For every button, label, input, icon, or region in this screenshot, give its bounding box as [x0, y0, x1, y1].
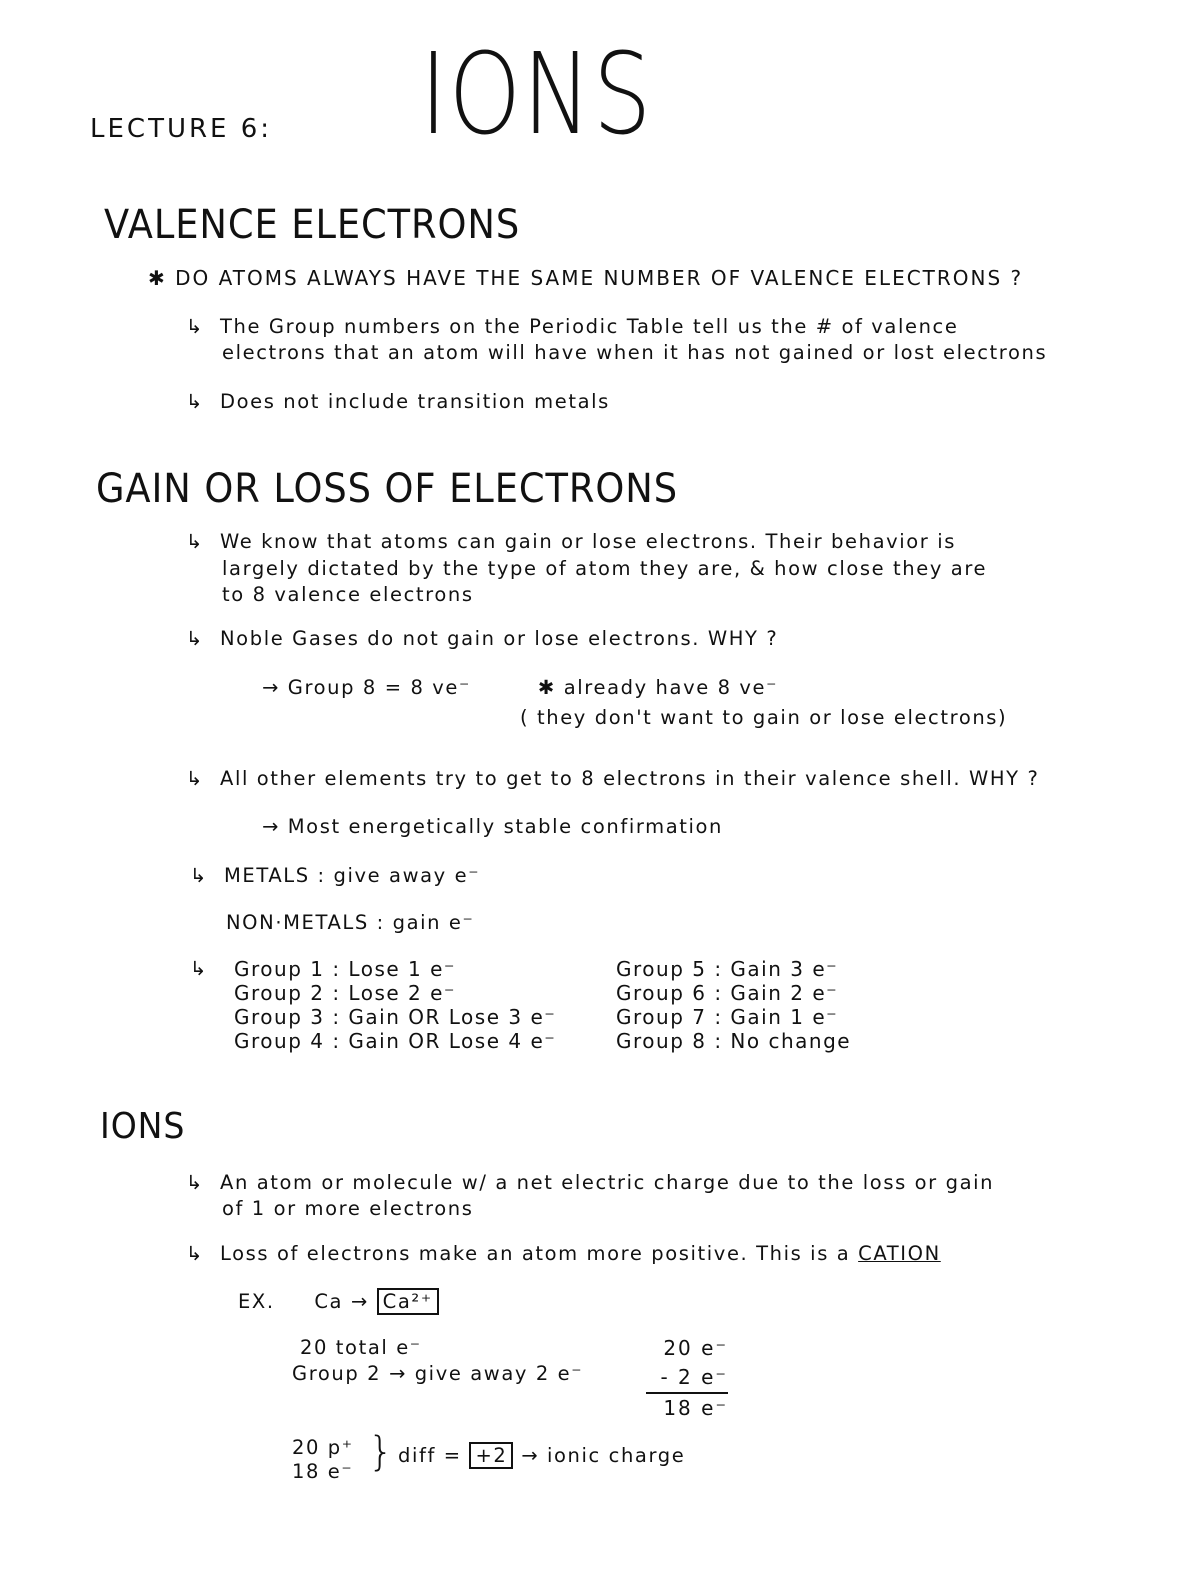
list-item: Group 7 : Gain 1 e⁻ — [616, 1005, 839, 1029]
gain-loss-bullet-1-cont2: to 8 valence electrons — [222, 583, 474, 606]
section-heading-valence: VALENCE ELECTRONS — [104, 202, 521, 248]
bullet-arrow-icon: ↳ — [186, 1242, 204, 1265]
stable-sub: → Most energetically stable confirmation — [262, 815, 724, 838]
example-label: EX. — [238, 1290, 275, 1313]
metals-line: ↳ METALS : give away e⁻ — [190, 864, 481, 887]
group-2-line: Group 2 → give away 2 e⁻ — [292, 1362, 584, 1385]
section-heading-ions: IONS — [100, 1106, 186, 1147]
gain-loss-bullet-3: ↳ All other elements try to get to 8 electrons in their valence shell. WHY ? — [186, 767, 1040, 790]
cation-term: CATION — [858, 1242, 941, 1265]
bullet-arrow-icon: ↳ — [186, 1171, 204, 1194]
noble-gas-sub: → Group 8 = 8 ve⁻ — [262, 676, 471, 699]
calc-top: 20 e⁻ — [663, 1336, 728, 1360]
ions-bullet-2: ↳ Loss of electrons make an atom more positive. This is a CATION — [186, 1242, 941, 1265]
valence-bullet-2: ↳ Does not include transition metals — [186, 390, 610, 413]
list-item: Group 3 : Gain OR Lose 3 e⁻ — [234, 1005, 557, 1029]
gain-loss-bullet-1-cont: largely dictated by the type of atom they are, & how close they are — [222, 557, 988, 580]
ions-bullet-1: ↳ An atom or molecule w/ a net electric charge due to the loss or gain — [186, 1171, 995, 1194]
groups-right-list — [616, 957, 851, 1053]
list-item: Group 5 : Gain 3 e⁻ — [616, 957, 839, 981]
valence-question: ✱ DO ATOMS ALWAYS HAVE THE SAME NUMBER OF VALENCE ELECTRONS ? — [148, 266, 1024, 290]
ions-bullet-1-cont: of 1 or more electrons — [222, 1197, 474, 1220]
brace-icon: } — [368, 1429, 394, 1475]
valence-bullet-1: ↳ The Group numbers on the Periodic Table tell us the # of valence — [186, 315, 959, 338]
calc-result: 18 e⁻ — [663, 1396, 728, 1420]
calc-subtract: - 2 e⁻ — [646, 1363, 728, 1394]
diff-label: diff = — [398, 1444, 462, 1467]
bullet-arrow-icon: ↳ — [186, 767, 204, 790]
valence-bullet-1-cont: electrons that an atom will have when it has not gained or lost electrons — [222, 341, 1048, 364]
groups-left-list — [234, 957, 556, 1053]
list-item: Group 6 : Gain 2 e⁻ — [616, 981, 839, 1005]
bullet-arrow-icon: ↳ — [186, 530, 204, 553]
nonmetals-line: NON·METALS : gain e⁻ — [226, 911, 475, 934]
bullet-arrow-icon: ↳ — [186, 627, 204, 650]
electron-calculation — [646, 1334, 728, 1423]
list-item: Group 8 : No change — [616, 1029, 852, 1053]
gain-loss-bullet-1: ↳ We know that atoms can gain or lose electrons. Their behavior is — [186, 530, 956, 553]
ionic-charge-label: → ionic charge — [521, 1444, 686, 1467]
diff-line — [398, 1444, 685, 1467]
proton-electron-stack — [292, 1436, 354, 1484]
list-item: Group 2 : Lose 2 e⁻ — [234, 981, 456, 1005]
electron-count: 18 e⁻ — [292, 1460, 354, 1483]
page-title: IONS — [420, 30, 653, 160]
groups-bullet — [190, 957, 224, 980]
example-reactant: Ca — [314, 1290, 344, 1313]
list-item: Group 4 : Gain OR Lose 4 e⁻ — [234, 1029, 557, 1053]
bullet-arrow-icon: ↳ — [190, 957, 208, 980]
lecture-label: LECTURE 6: — [90, 114, 273, 144]
example-equation — [238, 1290, 439, 1313]
reaction-arrow-icon: → — [350, 1290, 369, 1313]
list-item: Group 1 : Lose 1 e⁻ — [234, 957, 456, 981]
total-electrons-line: 20 total e⁻ — [300, 1336, 422, 1359]
noble-gas-note: ✱ already have 8 ve⁻ — [538, 676, 779, 699]
bullet-arrow-icon: ↳ — [190, 864, 208, 887]
section-heading-gain-loss: GAIN OR LOSS OF ELECTRONS — [96, 466, 679, 512]
diff-value: +2 — [469, 1442, 513, 1469]
example-product: Ca²⁺ — [377, 1288, 439, 1315]
gain-loss-bullet-2: ↳ Noble Gases do not gain or lose electrons. WHY ? — [186, 627, 779, 650]
bullet-arrow-icon: ↳ — [186, 390, 204, 413]
noble-gas-note-2: ( they don't want to gain or lose electrons) — [520, 706, 1008, 729]
proton-count: 20 p⁺ — [292, 1436, 354, 1459]
bullet-arrow-icon: ↳ — [186, 315, 204, 338]
